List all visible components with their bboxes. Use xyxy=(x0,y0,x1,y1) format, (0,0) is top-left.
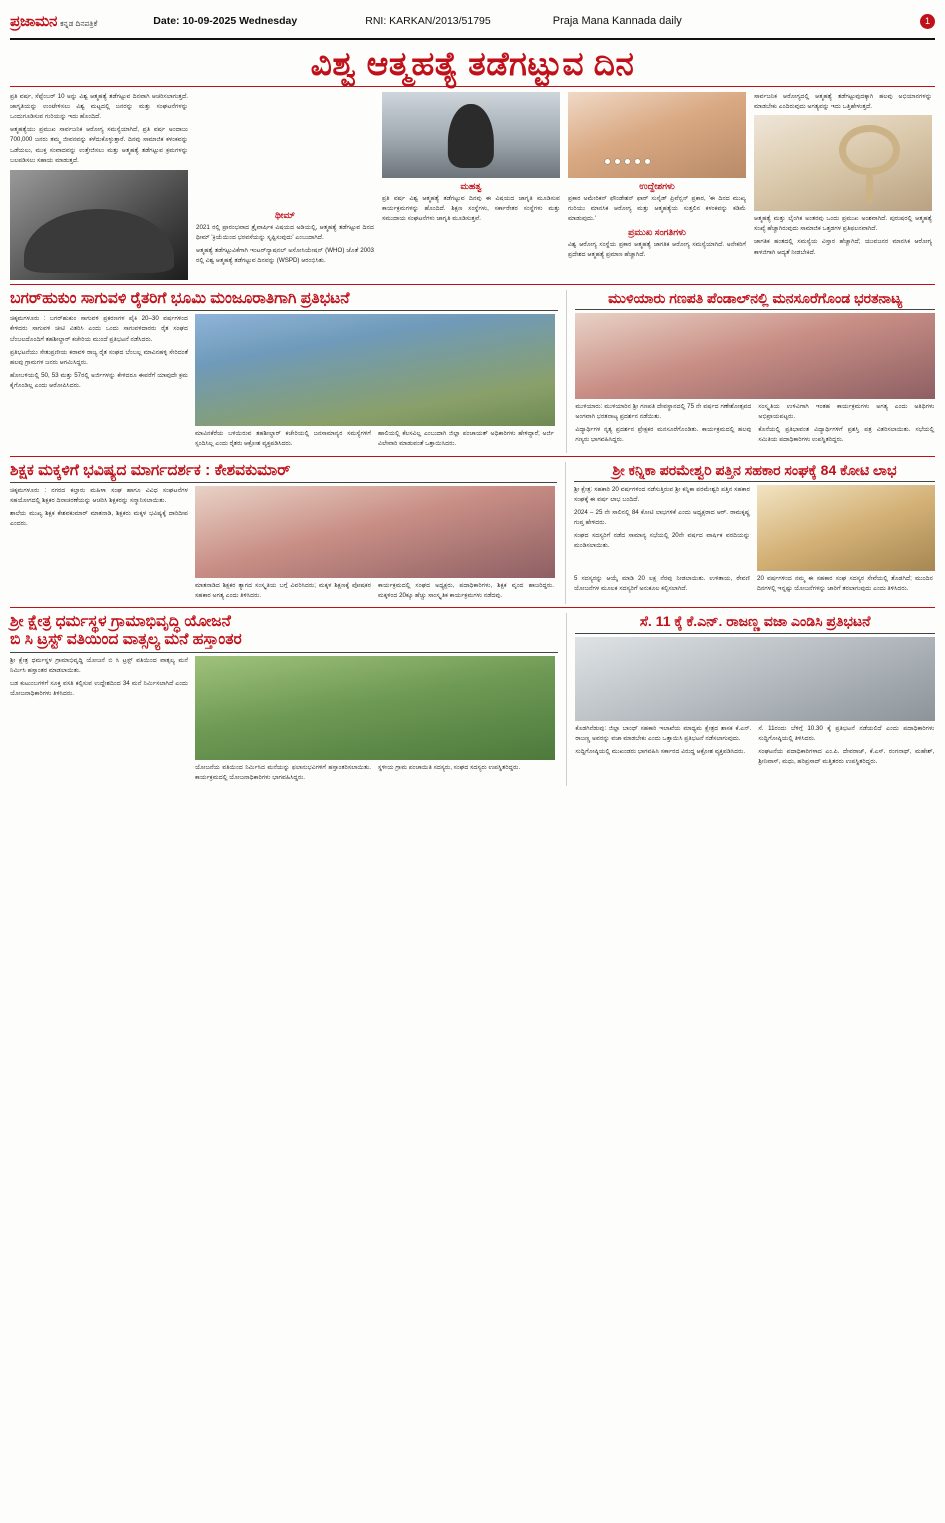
hand-shape xyxy=(24,209,174,273)
paragraph: ಸಂಘಟನೆಯ ಪದಾಧಿಕಾರಿಗಳಾದ ಎಂ.ಪಿ. ದೇವರಾಜ್, ಕೆ.ಎಸ್. ರಂಗನಾಥ್, ಮಹೇಶ್, ಶ್ರೀನಿವಾಸ್, ಮಧು, ಹರಿಪ್ರಸಾದ್ ಮತ್ತಿತರರು ಉಪಸ್ಥಿತರಿದ್ದರು. xyxy=(758,747,935,765)
house-handover-photo xyxy=(195,656,555,760)
dharmasthala-col3 xyxy=(378,763,554,786)
lead-col3-text xyxy=(382,194,560,224)
section-protest-land xyxy=(10,290,558,453)
paragraph: 20 ವರ್ಷಗಳಿಂದ ನಮ್ಮ ಈ ಸಹಕಾರ ಸಂಘ ಸದಸ್ಯರ ಸೇವೆಯಲ್ಲಿ ತೊಡಗಿದೆ; ಮುಂದಿನ ದಿನಗಳಲ್ಲಿ ಇನ್ನಷ್ಟು ಯೋಜನೆಗಳನ್ನು ಜಾರಿಗೆ ತರಲಾಗುವುದು ಎಂದು ತಿಳಿಸಿದರು. xyxy=(757,574,933,592)
mysc-headline: ಸೆ. 11 ಕ್ಕೆ ಕೆ.ಎನ್. ರಾಜಣ್ಣ ವಜಾ ಎಂಡಿಸಿ ಪ್ರತಿಭಟನೆ xyxy=(639,613,871,630)
section-row-3 xyxy=(10,613,935,786)
divider-rule xyxy=(10,284,935,285)
officials-group-icon xyxy=(762,517,929,565)
paragraph: 5 ಸದಸ್ಯರನ್ನು ಆಯ್ಕೆ ಮಾಡಿ 20 ಲಕ್ಷ ನೆರವು ನೀಡಲಾಯಿತು. ಉಳಿತಾಯ, ಠೇವಣಿ ಯೋಜನೆಗಳ ಮೂಲಕ ಸದಸ್ಯರಿಗೆ ಅನುಕೂಲ ಕಲ್ಪಿಸಲಾಗಿದೆ. xyxy=(574,574,750,592)
paragraph: ಪ್ರತಿ ವರ್ಷ ವಿಶ್ವ ಆತ್ಮಹತ್ಯೆ ತಡೆಗಟ್ಟುವ ದಿನವು ಈ ವಿಷಯದ ಜಾಗೃತಿ ಮೂಡಿಸುವ ಕಾರ್ಯಕ್ರಮಗಳನ್ನು ಹೊಂದಿದೆ. ಶಿಕ್ಷಣ ಸಂಸ್ಥೆಗಳು, ಸರ್ಕಾರೇತರ ಸಂಸ್ಥೆಗಳು ಮತ್ತು ಸಮುದಾಯ ಸಂಘಟನೆಗಳು ಜಾಗೃತಿ ಮೂಡಿಸುತ್ತವೆ. xyxy=(382,195,560,223)
section-dharmasthala xyxy=(10,613,558,786)
paragraph: ಮಾತನಾಡಿದ ಶಿಕ್ಷಕರ ತ್ಯಾಗದ ಸಂಸ್ಕೃತಿಯ ಬಗ್ಗೆ ವಿವರಿಸಿದರು; ಮಕ್ಕಳ ಶಿಕ್ಷಣಕ್ಕೆ ಪೋಷಕರ ಸಹಕಾರ ಅಗತ್ಯ ಎಂದು ತಿಳಿಸಿದರು. xyxy=(195,582,371,600)
paragraph: 2024 – 25 ನೇ ಸಾಲಿನಲ್ಲಿ 84 ಕೋಟಿ ಲಾಭಗಳಿಕೆ ಎಂದು ಅಧ್ಯಕ್ಷರಾದ ಆರ್. ರಾಮಕೃಷ್ಣ ಗುಪ್ತ ಹೇಳಿದರು. xyxy=(574,508,750,526)
dharmasthala-headline-2: ಬಿ ಸಿ ಟ್ರಸ್ಟ್ ವತಿಯಿಂದ ವಾತ್ಸಲ್ಯ ಮನೆ ಹಸ್ತಾಂತರ xyxy=(10,631,242,649)
teachers-group-icon xyxy=(206,521,544,573)
masthead xyxy=(10,6,935,40)
dharmasthala-col1 xyxy=(10,656,188,786)
rni-number: RNI: KARKAN/2013/51795 xyxy=(365,15,491,27)
paragraph: ಪ್ರಕಾರ ಅಮೇರಿಕನ್ ಫೌಂಡೇಶನ್ ಫಾರ್ ಸುಸೈಡ್ ಪ್ರಿವೆನ್ಷನ್ ಪ್ರಕಾರ, 'ಈ ದಿನದ ಮುಖ್ಯ ಗುರಿಯು ಮಾನಸಿಕ ಆರೋಗ್ಯ ಮತ್ತು ಆತ್ಮಹತ್ಯೆಯ ಸುತ್ತಲಿನ ಕಳಂಕವನ್ನು ಕಡಿಮೆ ಮಾಡುವುದು.' xyxy=(568,195,746,223)
paragraph: ಯೋಜನೆಯ ವತಿಯಿಂದ ನಿರ್ಮಿಸಿದ ಮನೆಯನ್ನು ಫಲಾನುಭವಿಗಳಿಗೆ ಹಸ್ತಾಂತರಿಸಲಾಯಿತು. ಕಾರ್ಯಕ್ರಮದಲ್ಲಿ ಯೋಜನಾಧಿಕಾರಿಗಳು ಭಾಗವಹಿಸಿದ್ದರು. xyxy=(195,764,371,782)
importance-subheading: ಮಹತ್ವ xyxy=(460,181,482,192)
dharmasthala-col2 xyxy=(195,763,371,786)
section-kannika-profit xyxy=(574,462,935,605)
silhouette-photo xyxy=(382,92,560,178)
helping-hand-photo xyxy=(10,170,188,280)
paragraph: ಸಂಸ್ಕೃತಿಯ ಉಳಿವಿಗಾಗಿ ಇಂತಹ ಕಾರ್ಯಕ್ರಮಗಳು ಅಗತ್ಯ ಎಂದು ಅತಿಥಿಗಳು ಅಭಿಪ್ರಾಯಪಟ್ಟರು. xyxy=(758,402,935,420)
paragraph: ಆತ್ಮಹತ್ಯೆಯು ಪ್ರಮುಖ ಸಾರ್ವಜನಿಕ ಆರೋಗ್ಯ ಸಮಸ್ಯೆಯಾಗಿದೆ, ಪ್ರತಿ ವರ್ಷ ಅಂದಾಜು 700,000 ಜನರು ತಮ್ಮ ಜೀವನವನ್ನು ಕಳೆದುಕೊಳ್ಳುತ್ತಾರೆ. ದಿನವು ಸಾಮಾಜಿಕ ಕಳಂಕವನ್ನು ಒಡೆಯಲು, ಮುಕ್ತ ಸಂವಾದವನ್ನು ಉತ್ತೇಜಿಸಲು ಮತ್ತು ಆತ್ಮಹತ್ಯೆ ತಡೆಗಟ್ಟುವ ಕ್ರಮಗಳನ್ನು ಬಲಪಡಿಸಲು ಸಹಾಯ ಮಾಡುತ್ತದೆ. xyxy=(10,126,188,164)
paper-name: Praja Mana Kannada daily xyxy=(552,15,682,27)
paragraph: ಸೆ. 11ರಂದು ಬೆಳಿಗ್ಗೆ 10.30 ಕ್ಕೆ ಪ್ರತಿಭಟನೆ ನಡೆಯಲಿದೆ ಎಂದು ಪದಾಧಿಕಾರಿಗಳು ಸುದ್ದಿಗೋಷ್ಠಿಯಲ್ಲಿ ತಿಳಿಸಿದರು. xyxy=(758,724,935,742)
paragraph: ಶ್ರೀ ಕ್ಷೇತ್ರ: ಸಹಕಾರಿ 20 ವರ್ಷಗಳಿಂದ ನಡೆಸುತ್ತಿರುವ ಶ್ರೀ ಕನ್ನಿಕಾ ಪರಮೇಶ್ವರಿ ಪತ್ತಿನ ಸಹಕಾರ ಸಂಘಕ್ಕೆ ಈ ವರ್ಷ ಲಾಭ ಬಂದಿದೆ. xyxy=(574,485,750,503)
noose-photo xyxy=(754,115,932,211)
paragraph: ಪ್ರತಿಭಟನೆಯು ಸೇತುಪ್ರಣೀಯ ಕರಾವಳಿ ರಾಜ್ಯ ರೈತ ಸಂಘದ ಬೆಂಬಲ್ಲ ಮಾವಿನಹಳ್ಳಿ ಸೇರಿದಂತೆ ಹಲವು ಗ್ರಾಮಗಳ ಜನರು ಆಗಮಿಸಿದ್ದರು. xyxy=(10,348,188,366)
paragraph: ಚಿಕ್ಕಮಗಳೂರು : ನಗರದ ಕಲ್ತಾರು ಮಹಿಳಾ ಸಂಘ ಹಾಗೂ ವಿವಿಧ ಸಂಘಟನೆಗಳ ಸಹಯೋಗದಲ್ಲಿ ಶಿಕ್ಷಕರ ದಿನಾಚರಣೆಯನ್ನು ಆಚರಿಸಿ ಶಿಕ್ಷಕರನ್ನು ಸನ್ಮಾನಿಸಲಾಯಿತು. xyxy=(10,487,188,505)
rope-tail-icon xyxy=(866,168,873,203)
divider-rule xyxy=(575,633,935,634)
section-row-1 xyxy=(10,290,935,453)
publication-date: Date: 10-09-2025 Wednesday xyxy=(153,15,298,27)
kannika-headline: ಶ್ರೀ ಕನ್ನಿಕಾ ಪರಮೇಶ್ವರಿ ಪತ್ತಿನ ಸಹಕಾರ ಸಂಘಕ್ಕೆ 84 ಕೋಟಿ ಲಾಭ xyxy=(612,461,897,478)
paragraph: ಬಡ ಕುಟುಂಬಗಳಿಗೆ ಸೂಕ್ತ ವಸತಿ ಕಲ್ಪಿಸುವ ಉದ್ದೇಶದಿಂದ 34 ಮನೆ ನಿರ್ಮಿಸಲಾಗಿದೆ ಎಂದು ಯೋಜನಾಧಿಕಾರಿಗಳು ತಿಳಿಸಿದರು. xyxy=(10,680,188,698)
page-number-badge: 1 xyxy=(920,14,935,29)
dharmasthala-headline-1: ಶ್ರೀ ಕ್ಷೇತ್ರ ಧರ್ಮಸ್ಥಳ ಗ್ರಾಮಾಭಿವೃದ್ಧಿ ಯೋಜನೆ xyxy=(10,613,231,631)
divider-rule xyxy=(10,310,558,311)
divider-rule xyxy=(10,482,557,483)
objectives-subheading: ಉದ್ದೇಶಗಳು xyxy=(639,181,675,192)
pills-in-hand-photo xyxy=(568,92,746,178)
paragraph: ಜಾಗತಿಕ ಹಂತದಲ್ಲಿ ಸಮಸ್ಯೆಯ ವಿಸ್ತಾರ ಹೆಚ್ಚಾಗಿದೆ; ಯುವಜನರ ಮಾನಸಿಕ ಆರೋಗ್ಯ ಕಾಳಜಿಗಾಗಿ ಆದ್ಯತೆ ನೀಡಬೇಕಿದೆ. xyxy=(754,238,932,256)
protest-col1 xyxy=(10,314,188,452)
divider-rule xyxy=(10,652,558,653)
paragraph: ಮಾವಿನಕೆರೆಯ ಬಳಿಯಿರುವ ತಹಶೀಲ್ದಾರ್ ಕಚೇರಿಯಲ್ಲಿ ಜನಸಾಮಾನ್ಯರ ಸಮಸ್ಯೆಗಳಿಗೆ ಸ್ಪಂದಿಸಿಲ್ಲ ಎಂದು ರೈತರು ಆಕ್ರೋಶ ವ್ಯಕ್ತಪಡಿಸಿದರು. xyxy=(195,430,371,448)
paragraph: ಸ್ಥಳೀಯ ಗ್ರಾಮ ಪಂಚಾಯಿತಿ ಸದಸ್ಯರು, ಸಂಘದ ಸದಸ್ಯರು ಉಪಸ್ಥಿತರಿದ್ದರು. xyxy=(378,764,521,772)
kannika-col3 xyxy=(757,574,933,597)
section-row-2 xyxy=(10,462,935,605)
teachers-felicitation-photo xyxy=(195,486,555,578)
section-bharatanatya xyxy=(575,290,935,453)
paragraph: ಕಾರ್ಯಕ್ರಮದಲ್ಲಿ ಸಂಘದ ಅಧ್ಯಕ್ಷರು, ಪದಾಧಿಕಾರಿಗಳು, ಶಿಕ್ಷಕ ವೃಂದ ಹಾಜರಿದ್ದರು. ಮಕ್ಕಳಿಂದ 20ಕ್ಕೂ ಹೆಚ್ಚು ಸಾಂಸ್ಕೃತಿಕ ಕಾರ್ಯಕ್ರಮಗಳು ನಡೆದವು. xyxy=(378,582,554,600)
paragraph: ಆತ್ಮಹತ್ಯೆ ತಡೆಗಟ್ಟುವಿಕೆಗಾಗಿ ಇಂಟರ್‌ನ್ಯಾಷನಲ್ ಅಸೋಸಿಯೇಷನ್ (WHO) ಜೊತೆ 2003 ರಲ್ಲಿ ವಿಶ್ವ ಆತ್ಮಹತ್ಯೆ ತಡೆಗಟ್ಟುವ ದಿನವನ್ನು (WSPD) ಆರಂಭಿಸಿತು. xyxy=(196,247,374,265)
paragraph: ವಿಶ್ವ ಆರೋಗ್ಯ ಸಂಸ್ಥೆಯ ಪ್ರಕಾರ ಆತ್ಮಹತ್ಯೆ ಜಾಗತಿಕ ಆರೋಗ್ಯ ಸಮಸ್ಯೆಯಾಗಿದೆ. ಅನೇಕರಿಗೆ ಪ್ರದೇಶದ ಆತ್ಮಹತ್ಯೆ ಪ್ರಮಾಣ ಹೆಚ್ಚಾಗಿದೆ. xyxy=(568,241,746,259)
press-conference-photo xyxy=(575,637,935,721)
paragraph: ಹೋಬಳಿಯಲ್ಲಿ 50, 53 ಮತ್ತು 57ರಲ್ಲಿ ಅರ್ಜಿಗಳನ್ನು ಕೇಳಿದರೂ ಈವರೆಗೆ ಯಾವುದೇ ಕ್ರಮ ಕೈಗೊಂಡಿಲ್ಲ ಎಂದು ಆರೋಪಿಸಿದರು. xyxy=(10,371,188,389)
theme-subheading: ಥೀಮ್ xyxy=(275,210,295,221)
lead-col2-text xyxy=(196,223,374,266)
lead-story xyxy=(10,92,935,279)
divider-rule xyxy=(574,481,935,482)
paragraph: ಕೊನೆಯಲ್ಲಿ ಪ್ರತಿಭಾವಂತ ವಿದ್ಯಾರ್ಥಿಗಳಿಗೆ ಪ್ರಶಸ್ತಿ ಪತ್ರ ವಿತರಿಸಲಾಯಿತು. ಸಭೆಯಲ್ಲಿ ಸಮಿತಿಯ ಪದಾಧಿಕಾರಿಗಳು ಉಪಸ್ಥಿತರಿದ್ದರು. xyxy=(758,425,935,443)
section-teacher-guide xyxy=(10,462,557,605)
lead-headline: ವಿಶ್ವ ಆತ್ಮಹತ್ಯೆ ತಡೆಗಟ್ಟುವ ದಿನ xyxy=(310,45,635,82)
divider-rule xyxy=(10,86,935,87)
paragraph: ಶ್ರೀ ಕ್ಷೇತ್ರ ಧರ್ಮಸ್ಥಳ ಗ್ರಾಮಾಭಿವೃದ್ಧಿ ಯೋಜನೆ ಬಿ ಸಿ ಟ್ರಸ್ಟ್ ವತಿಯಿಂದ ವಾತ್ಸಲ್ಯ ಮನೆ ನಿರ್ಮಿಸಿ ಹಸ್ತಾಂತರ ಮಾಡಲಾಯಿತು. xyxy=(10,657,188,675)
kannika-col1 xyxy=(574,485,750,571)
person-silhouette-icon xyxy=(448,104,494,168)
logo-title: ಪ್ರಜಾ‌ಮನ xyxy=(10,12,58,30)
keyfacts-subheading: ಪ್ರಮುಖ ಸಂಗತಿಗಳು xyxy=(628,227,686,238)
paragraph: ಶಾಲೆಯ ಮುಖ್ಯ ಶಿಕ್ಷಕ ಕೇಶವಕುಮಾರ್ ಮಾತನಾಡಿ, ಶಿಕ್ಷಕರು ಮಕ್ಕಳ ಭವಿಷ್ಯಕ್ಕೆ ದಾರಿದೀಪ ಎಂದರು. xyxy=(10,510,188,528)
lead-col5-text-2 xyxy=(754,214,932,257)
people-group-icon xyxy=(206,357,544,420)
lead-col4-text-2 xyxy=(568,240,746,260)
divider-rule xyxy=(575,309,935,310)
dance-group-photo xyxy=(575,313,935,399)
lead-col4-text xyxy=(568,194,746,224)
protest-col2 xyxy=(195,429,371,452)
paragraph: ಸಂಘದ ಸದಸ್ಯರಿಗೆ ನಡೆದ ಸಾಮಾನ್ಯ ಸಭೆಯಲ್ಲಿ 20ನೇ ವರ್ಷದ ವಾರ್ಷಿಕ ವರದಿಯನ್ನು ಮಂಡಿಸಲಾಯಿತು. xyxy=(574,531,750,549)
pills-icon xyxy=(604,158,651,165)
protest-col3 xyxy=(378,429,554,452)
paragraph: ಹಾಲಿಯಲ್ಲಿ ಕೆಲಸವಿಲ್ಲ ಎಂಬುದಾಗಿ ಜಿಲ್ಲಾ ಪಂಚಾಯತ್ ಅಧಿಕಾರಿಗಳು ಹೇಳಿದ್ದಾರೆ; ಅರ್ಜಿ ವಿಲೇವಾರಿ ಮಾಡುವಂತೆ ಒತ್ತಾಯಿಸಿದರು. xyxy=(378,430,554,448)
dancers-group-icon xyxy=(586,345,924,393)
bharatanatya-col1 xyxy=(575,402,751,448)
teacher-headline: ಶಿಕ್ಷಕ ಮಕ್ಕಳಿಗೆ ಭವಿಷ್ಯದ ಮಾರ್ಗದರ್ಶಕ : ಕೇಶವಕುಮಾರ್ xyxy=(10,461,291,479)
paragraph: ಸುದ್ದಿಗೋಷ್ಠಿಯಲ್ಲಿ ಮುಖಂಡರು ಭಾಗವಹಿಸಿ ಸರ್ಕಾರದ ವಿರುದ್ಧ ಆಕ್ರೋಶ ವ್ಯಕ್ತಪಡಿಸಿದರು. xyxy=(575,747,746,755)
paragraph: ವಿದ್ಯಾರ್ಥಿಗಳ ನೃತ್ಯ ಪ್ರದರ್ಶನ ಪ್ರೇಕ್ಷಕರ ಮನಸೂರೆಗೊಂಡಿತು. ಕಾರ್ಯಕ್ರಮದಲ್ಲಿ ಹಲವು ಗಣ್ಯರು ಭಾಗವಹಿಸಿದ್ದರು. xyxy=(575,425,752,443)
bharatanatya-col2 xyxy=(758,402,934,448)
lead-col5-text xyxy=(754,92,932,112)
coop-society-meeting-photo xyxy=(757,485,935,571)
beneficiaries-group-icon xyxy=(206,696,544,754)
paragraph: ಪ್ರತಿ ವರ್ಷ, ಸೆಪ್ಟೆಂಬರ್ 10 ಅನ್ನು ವಿಶ್ವ ಆತ್ಮಹತ್ಯೆ ತಡೆಗಟ್ಟುವ ದಿನವಾಗಿ ಆಚರಿಸಲಾಗುತ್ತದೆ. ಜಾಗೃತಿಯನ್ನು ಉಂಟೇಳಿಸಲು ವಿಶ್ವ ಮಟ್ಟದಲ್ಲಿ ಜನರನ್ನು ಮತ್ತು ಸಂಘಟನೆಗಳನ್ನು ಒಂದುಗೂಡಿಸುವ ಗುರಿಯನ್ನು ಇದು ಹೊಂದಿದೆ. xyxy=(10,93,188,121)
paragraph: ಆತ್ಮಹತ್ಯೆ ಮತ್ತು ಲೈಂಗಿಕ ಅಂತರವು ಒಂದು ಪ್ರಮುಖ ಅಂಶವಾಗಿದೆ. ಪುರುಷರಲ್ಲಿ ಆತ್ಮಹತ್ಯೆ ಸಂಖ್ಯೆ ಹೆಚ್ಚಾಗಿರುವುದು ಸಾಮಾಜಿಕ ಒತ್ತಡಗಳ ಪ್ರತಿಫಲನವಾಗಿದೆ. xyxy=(754,215,932,233)
paragraph: ಸಾರ್ವಜನಿಕ ಆರೋಗ್ಯದಲ್ಲಿ ಆತ್ಮಹತ್ಯೆ ತಡೆಗಟ್ಟುವುದಕ್ಕಾಗಿ ಹಲವು ಅಭಿಯಾನಗಳನ್ನು ಮಾಡಬೇಕು ಎಂದಿರುವುದು ಅಗತ್ಯವನ್ನು ಇದು ಒತ್ತಿಹೇಳುತ್ತದೆ. xyxy=(754,93,932,111)
bharatanatya-headline: ಮುಳಿಯಾರು ಗಣಪತಿ ಪೆಂಡಾಲ್‌ನಲ್ಲಿ ಮನಸೂರೆಗೊಂಡ ಭರತನಾಟ್ಯ xyxy=(608,289,903,306)
paragraph: ಕೊಡಗಿನೆಡುವು: ಜಿಲ್ಲಾ ಬಾಂಧ್ ಸಹಕಾರಿ ಇಲಾಖೆಯ ಮಾಧ್ಯಮ ಕ್ಷೇತ್ರದ ಶಾಸಕ ಕೆ.ಎನ್. ರಾಜಣ್ಣ ಅವರನ್ನು ವಜಾ ಮಾಡಬೇಕು ಎಂದು ಒತ್ತಾಯಿಸಿ ಪ್ರತಿಭಟನೆ ನಡೆಸಲಾಗುವುದು. xyxy=(575,724,752,742)
mysc-col2 xyxy=(758,724,934,770)
paragraph: 2021 ರಲ್ಲಿ ಪ್ರಾರಂಭವಾದ ತ್ರೈವಾರ್ಷಿಕ ವಿಷಯದ ಅಡಿಯಲ್ಲಿ, ಆತ್ಮಹತ್ಯೆ ತಡೆಗಟ್ಟುವ ದಿನದ ಥೀಮ್ 'ಕ್ರಿಯೆಯಿಂದ ಭರವಸೆಯನ್ನು ಸೃಷ್ಟಿಸುವುದು' ಎಂಬುದಾಗಿದೆ. xyxy=(196,224,374,242)
paragraph: ಮುಳಿಯಾರು: ಮುಳಿಯಾರಿನ ಶ್ರೀ ಗಣಪತಿ ದೇವಸ್ಥಾನದಲ್ಲಿ 75 ನೇ ವರ್ಷದ ಗಣೇಶೋತ್ಸವದ ಅಂಗವಾಗಿ ಭರತನಾಟ್ಯ ಪ್ರದರ್ಶನ ನಡೆಯಿತು. xyxy=(575,402,752,420)
newspaper-logo xyxy=(10,13,97,30)
mysc-col1 xyxy=(575,724,751,770)
teacher-col2 xyxy=(195,581,371,604)
divider-rule xyxy=(10,456,935,457)
divider-rule xyxy=(10,607,935,608)
teacher-col1 xyxy=(10,486,188,604)
section-mysc-protest xyxy=(575,613,935,786)
kannika-col2 xyxy=(574,574,750,597)
press-group-icon xyxy=(586,668,924,715)
paragraph: ಚಿಕ್ಕಮಗಳೂರು : ಬಗರ್‌ಹುಕುಂ ಸಾಗುವಳಿ ಪ್ರಕರಣಗಳ ಪೈಕಿ 20–30 ವರ್ಷಗಳಿಂದ ಕೇಳಿದರು ಸಾಗುವಳಿ ಚೀಟಿ ವಿತರಿಸಿ ಎಂದು ಒಂದು ಸಾಗುವಳಿದಾರರು ರೈತ ಸಂಘದ ಬೆಂಬಲದೊಂದಿಗೆ ತಹಶೀಲ್ದಾರ್ ಕಚೇರಿಯ ಮುಂದೆ ಪ್ರತಿಭಟನೆ ನಡೆಸಿದರು. xyxy=(10,315,188,343)
protest-headline: ಬಗರ್‌ಹುಕುಂ ಸಾಗುವಳಿ ರೈತರಿಗೆ ಭೂಮಿ ಮಂಜೂರಾತಿಗಾಗಿ ಪ್ರತಿಭಟನೆ xyxy=(10,289,350,307)
teacher-col3 xyxy=(378,581,554,604)
lead-col1-text xyxy=(10,92,188,165)
logo-subtitle: ಕನ್ನಡ ದಿನಪತ್ರಿಕೆ xyxy=(60,18,98,28)
farmers-protest-photo xyxy=(195,314,555,426)
